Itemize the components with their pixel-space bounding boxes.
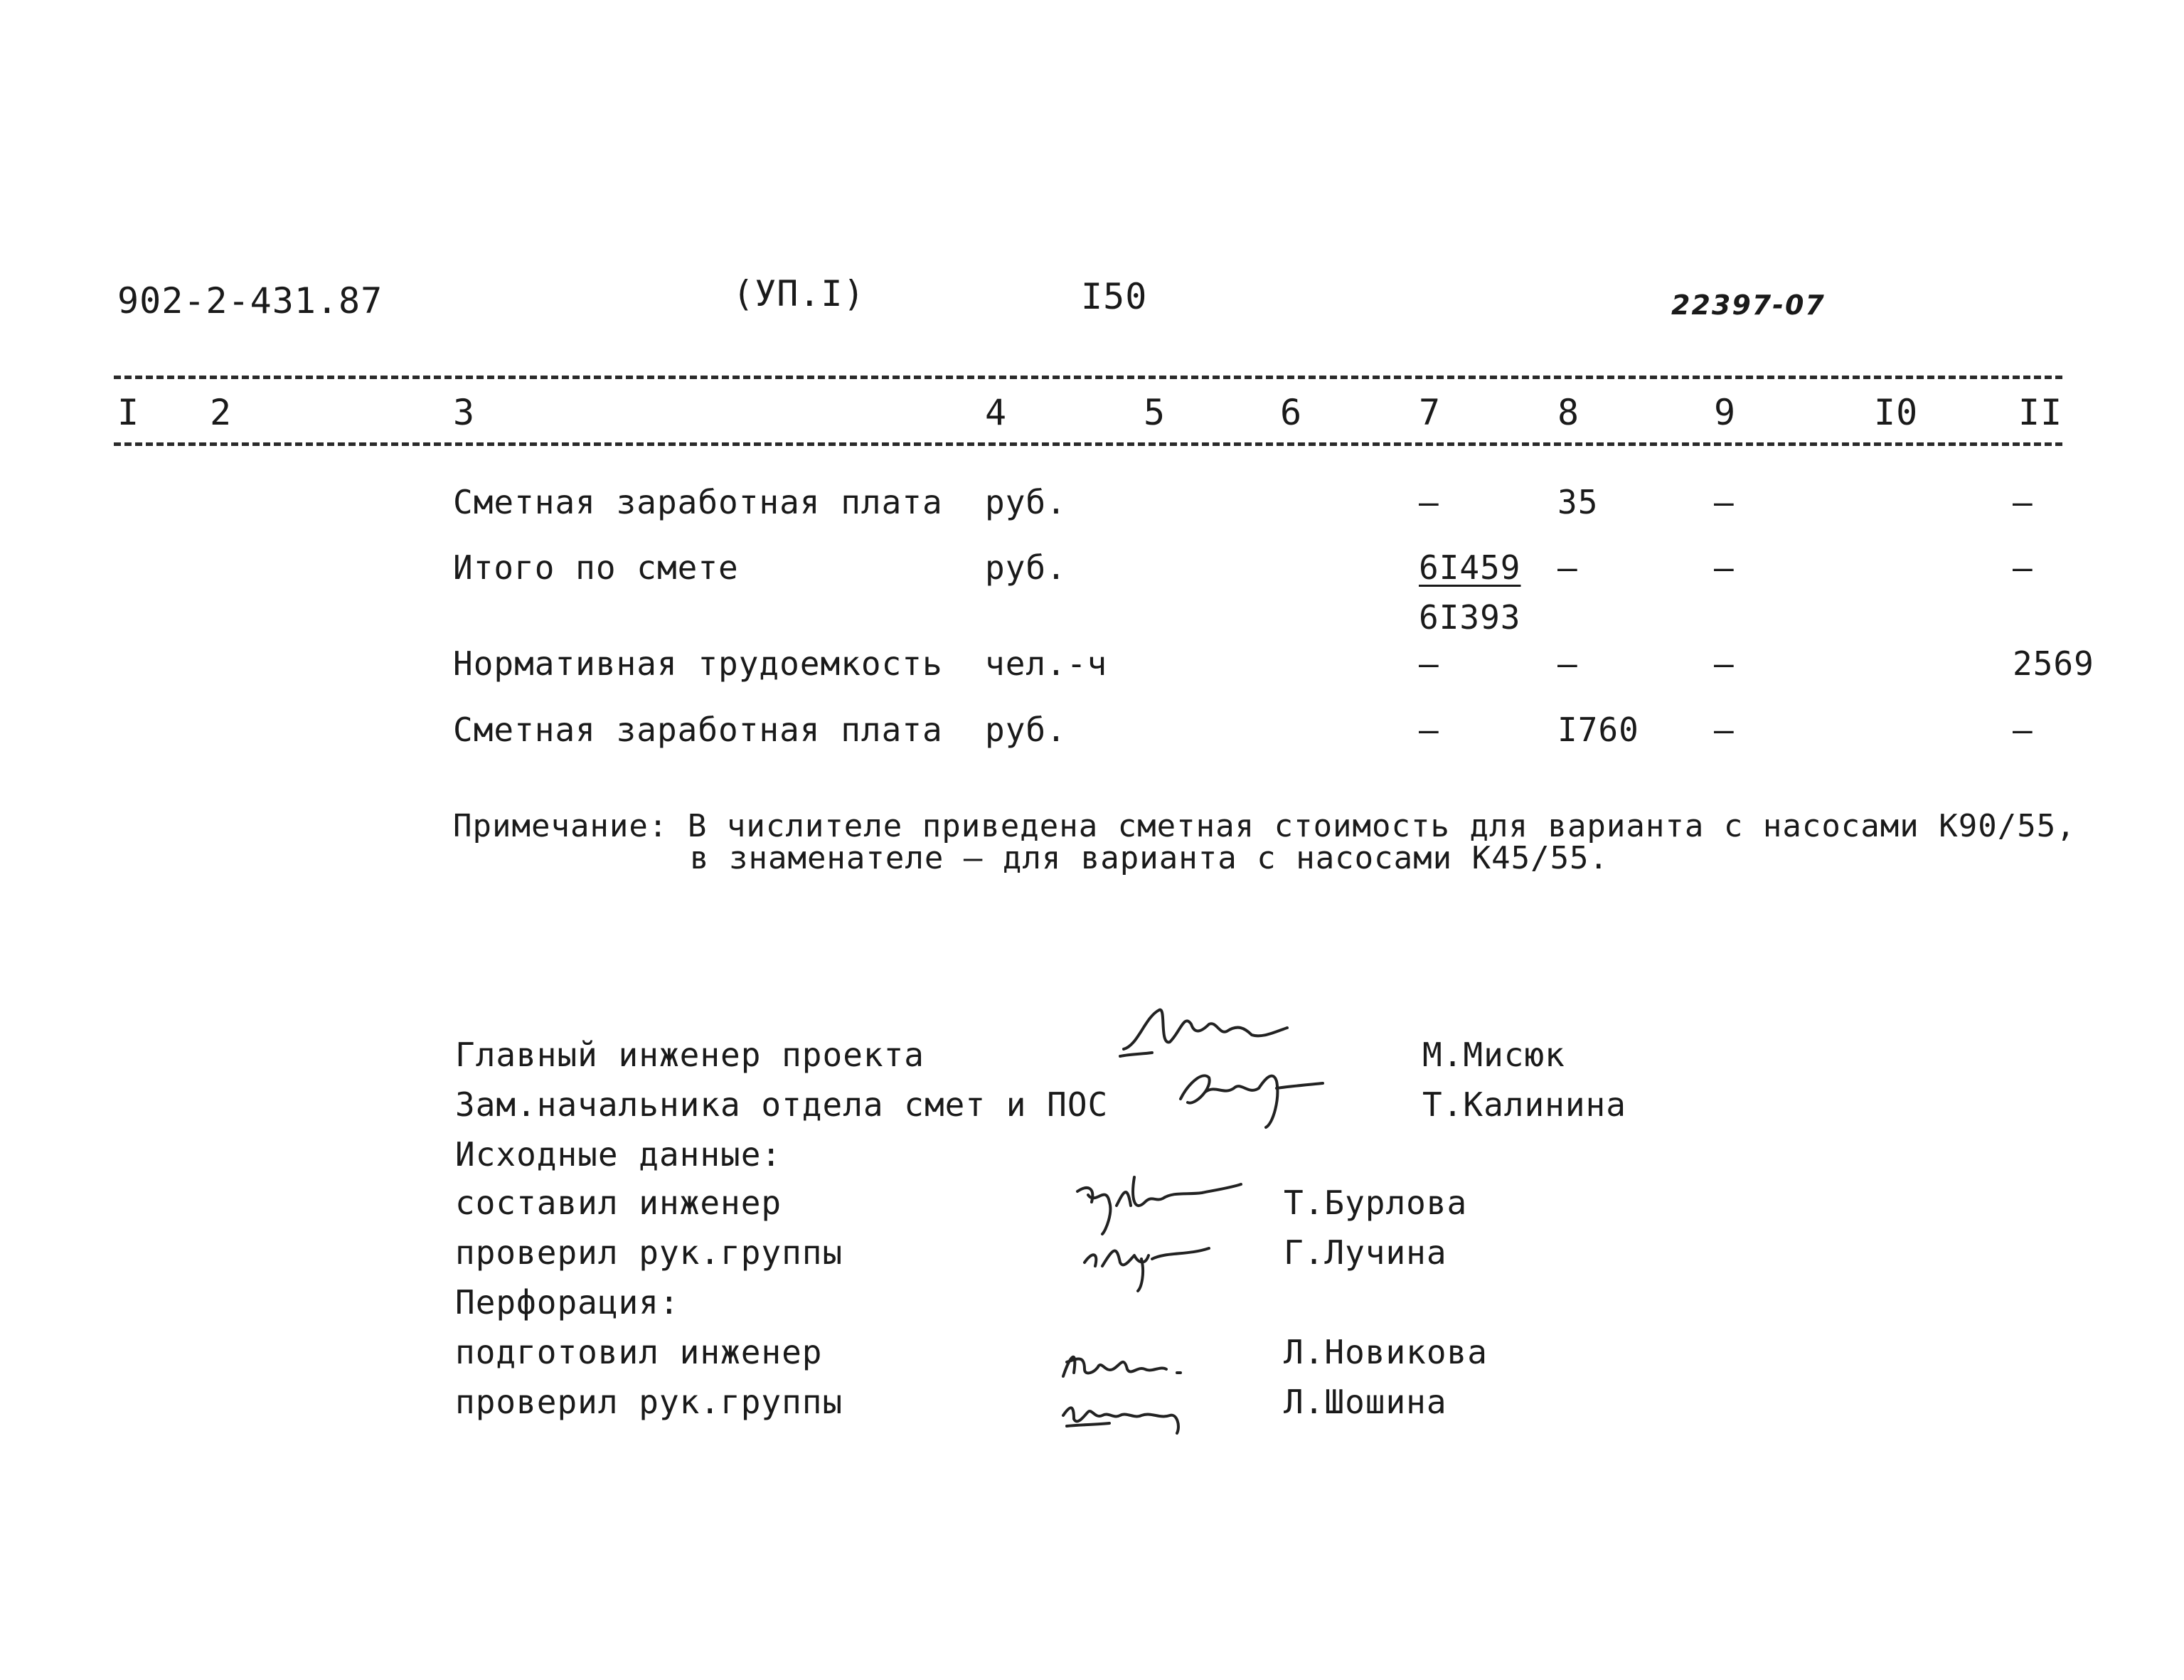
column-header-6: 6 bbox=[1280, 392, 1303, 433]
row-col11: – bbox=[2013, 711, 2033, 749]
column-header-2: 2 bbox=[210, 392, 233, 433]
row-col7: – bbox=[1419, 483, 1439, 521]
row-col11: – bbox=[2013, 548, 2033, 587]
column-header-4: 4 bbox=[985, 392, 1008, 433]
row-unit: чел.-ч bbox=[985, 644, 1108, 683]
perforation-label: Перфорация: bbox=[455, 1283, 680, 1322]
row-unit: руб. bbox=[985, 483, 1067, 521]
checked-by-name: Г.Лучина bbox=[1284, 1233, 1447, 1272]
signature-checked-by bbox=[1074, 1223, 1237, 1294]
header-bottom-rule bbox=[114, 442, 2062, 446]
column-header-1: I bbox=[117, 392, 140, 433]
row-item-name: Нормативная трудоемкость bbox=[453, 644, 943, 683]
column-header-3: 3 bbox=[453, 392, 476, 433]
note-line-1: Примечание: В числителе приведена сметная стоимость для варианта с насосами К90/55, bbox=[453, 808, 2076, 844]
compiled-by-label: составил инженер bbox=[455, 1184, 782, 1222]
row-col8: – bbox=[1557, 548, 1578, 587]
column-header-7: 7 bbox=[1419, 392, 1442, 433]
row-item-name: Сметная заработная плата bbox=[453, 711, 943, 749]
prepared-by-name: Л.Новикова bbox=[1284, 1333, 1488, 1371]
row-col7: – bbox=[1419, 711, 1439, 749]
column-header-11: II bbox=[2018, 392, 2063, 433]
column-header-9: 9 bbox=[1714, 392, 1737, 433]
row-col9: – bbox=[1714, 644, 1735, 683]
document-code: 902-2-431.87 bbox=[117, 280, 383, 321]
header-top-rule bbox=[114, 376, 2062, 379]
album-number: (УП.I) bbox=[733, 273, 865, 314]
chief-engineer-name: М.Мисюк bbox=[1422, 1036, 1565, 1074]
row-col8: – bbox=[1557, 644, 1578, 683]
note-line-2: в знаменателе – для варианта с насосами К45/55. bbox=[690, 840, 1609, 876]
row-col11: – bbox=[2013, 483, 2033, 521]
row-unit: руб. bbox=[985, 711, 1067, 749]
row-col7-denominator: 6I393 bbox=[1419, 598, 1521, 637]
row-item-name: Итого по смете bbox=[453, 548, 739, 587]
page-number: I50 bbox=[1081, 276, 1148, 317]
deputy-head-name: Т.Калинина bbox=[1422, 1085, 1626, 1124]
checked-by-label: проверил рук.группы bbox=[455, 1233, 843, 1272]
row-col9: – bbox=[1714, 548, 1735, 587]
row-col7-numerator: 6I459 bbox=[1419, 548, 1521, 587]
signature-prepared-by bbox=[1053, 1334, 1216, 1391]
row-unit: руб. bbox=[985, 548, 1067, 587]
checked-by-2-name: Л.Шошина bbox=[1284, 1383, 1447, 1421]
row-col7: – bbox=[1419, 644, 1439, 683]
compiled-by-name: Т.Бурлова bbox=[1284, 1184, 1468, 1222]
signature-checked-by-2 bbox=[1053, 1383, 1216, 1440]
signature-deputy-head bbox=[1166, 1056, 1330, 1134]
inventory-stamp: 22397-07 bbox=[1671, 289, 1826, 321]
row-col8: 35 bbox=[1557, 483, 1599, 521]
column-header-10: I0 bbox=[1874, 392, 1919, 433]
checked-by-2-label: проверил рук.группы bbox=[455, 1383, 843, 1421]
row-col11: 2569 bbox=[2013, 644, 2094, 683]
row-col9: – bbox=[1714, 483, 1735, 521]
column-header-5: 5 bbox=[1144, 392, 1166, 433]
chief-engineer-label: Главный инженер проекта bbox=[455, 1036, 925, 1074]
deputy-head-label: Зам.начальника отдела смет и ПОС bbox=[455, 1085, 1109, 1124]
row-item-name: Сметная заработная плата bbox=[453, 483, 943, 521]
row-col9: – bbox=[1714, 711, 1735, 749]
row-col8: I760 bbox=[1557, 711, 1639, 749]
source-data-label: Исходные данные: bbox=[455, 1135, 782, 1174]
prepared-by-label: подготовил инженер bbox=[455, 1333, 823, 1371]
column-header-8: 8 bbox=[1557, 392, 1580, 433]
